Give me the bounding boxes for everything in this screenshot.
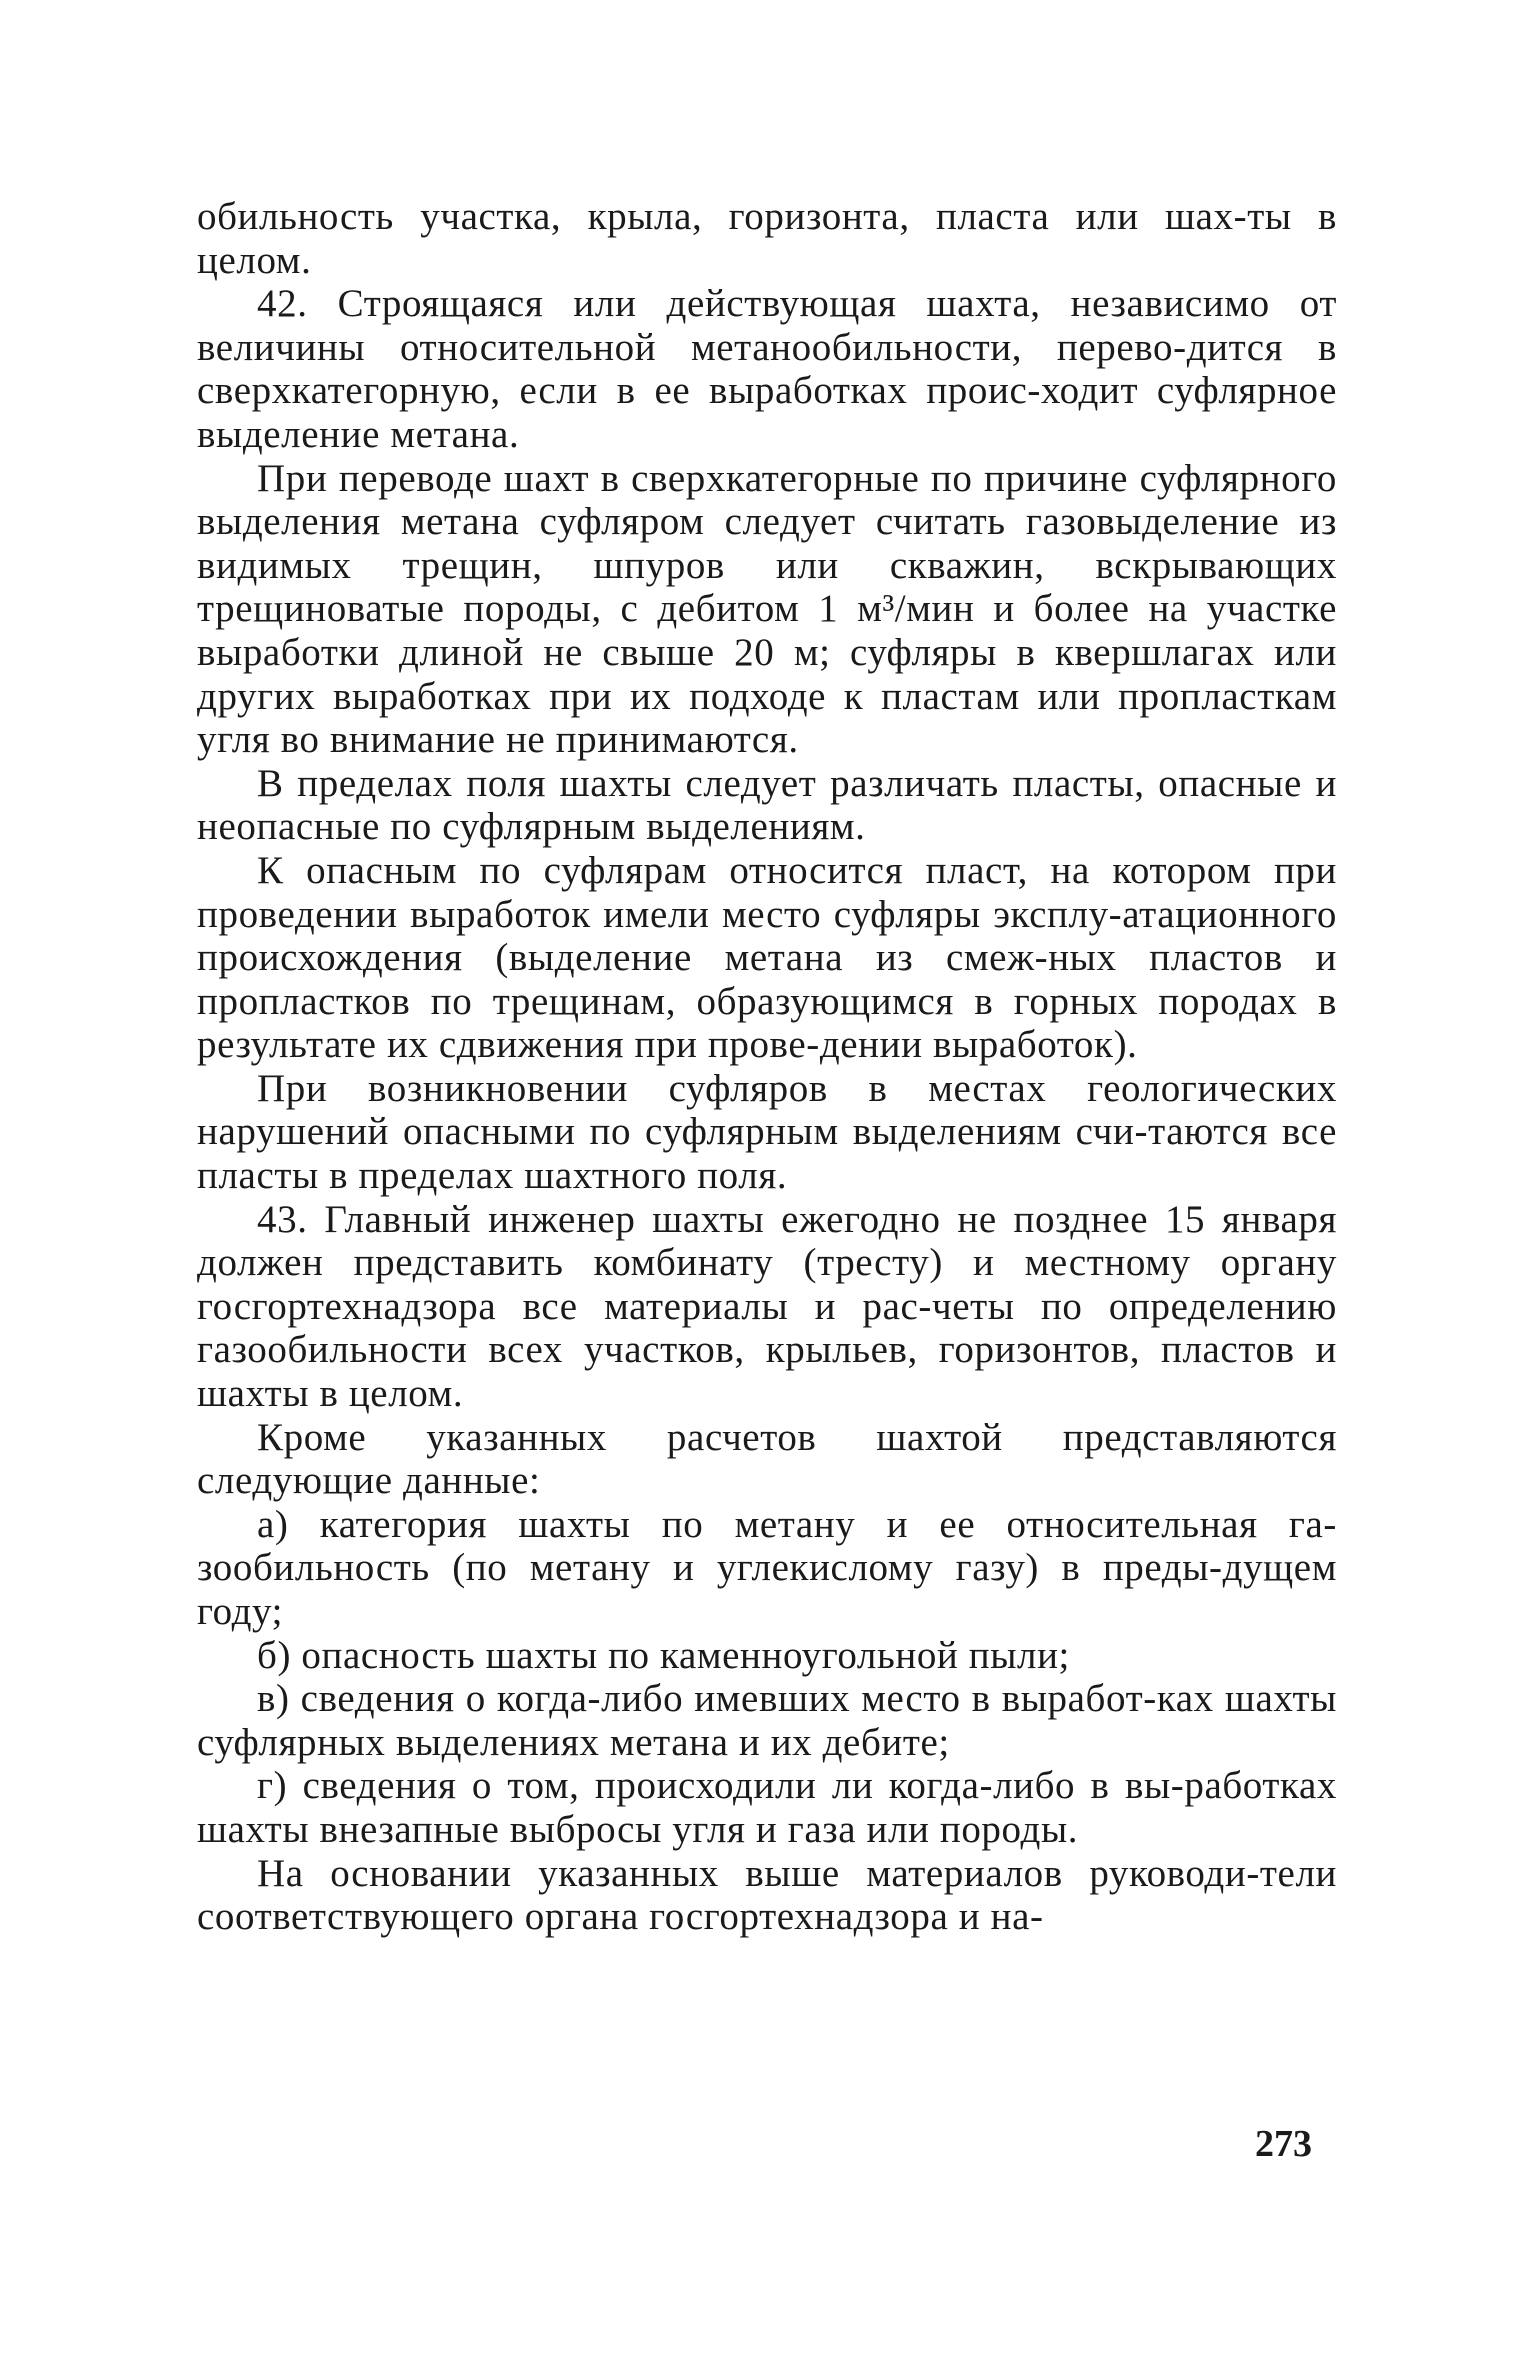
paragraph: 43. Главный инженер шахты ежегодно не позднее 15 января должен представить комбинату (тресту) и местному органу госгортехнадзора все материалы и рас-четы по определению газообильности всех участков, крыльев, горизонтов, пластов и шахты в целом.: [197, 1197, 1337, 1416]
paragraph: г) сведения о том, происходили ли когда-либо в вы-работках шахты внезапные выбросы угля и газа или породы.: [197, 1764, 1337, 1851]
paragraph: а) категория шахты по метану и ее относительная га-зообильность (по метану и углекислому газу) в преды-дущем году;: [197, 1502, 1337, 1633]
paragraph: Кроме указанных расчетов шахтой представляются следующие данные:: [197, 1415, 1337, 1503]
paragraph: в) сведения о когда-либо имевших место в выработ-ках шахты суфлярных выделениях метана и их дебите;: [197, 1677, 1337, 1764]
paragraph: 42. Строящаяся или действующая шахта, независимо от величины относительной метанообильности, перево-дится в сверхкатегорную, если в ее выработках проис-ходит суфлярное выделение метана.: [197, 282, 1337, 456]
paragraph: В пределах поля шахты следует различать пласты, опасные и неопасные по суфлярным выделениям.: [197, 761, 1337, 849]
page-number: 273: [1255, 2123, 1312, 2165]
paragraph: На основании указанных выше материалов руководи-тели соответствующего органа госгортехнадзора и на-: [197, 1851, 1337, 1939]
body-text: [197, 195, 1337, 1939]
paragraph: При переводе шахт в сверхкатегорные по причине суфлярного выделения метана суфляром следует считать газовыделение из видимых трещин, шпуров или скважин, вскрывающих трещиноватые породы, с дебитом 1 м³/мин и более на участке выработки длиной не свыше 20 м; суфляры в квершлагах или других выработках при их подходе к пластам или пропласткам угля во внимание не принимаются.: [197, 456, 1337, 762]
paragraph: б) опасность шахты по каменноугольной пыли;: [257, 1633, 1070, 1677]
paragraph: К опасным по суфлярам относится пласт, на котором при проведении выработок имели место суфляры эксплу-атационного происхождения (выделение метана из смеж-ных пластов и пропластков по трещинам, образующимся в горных породах в результате их сдвижения при прове-дении выработок).: [197, 848, 1337, 1067]
paragraph: При возникновении суфляров в местах геологических нарушений опасными по суфлярным выделениям счи-таются все пласты в пределах шахтного поля.: [197, 1066, 1337, 1198]
paragraph: обильность участка, крыла, горизонта, пласта или шах-ты в целом.: [197, 195, 1337, 282]
